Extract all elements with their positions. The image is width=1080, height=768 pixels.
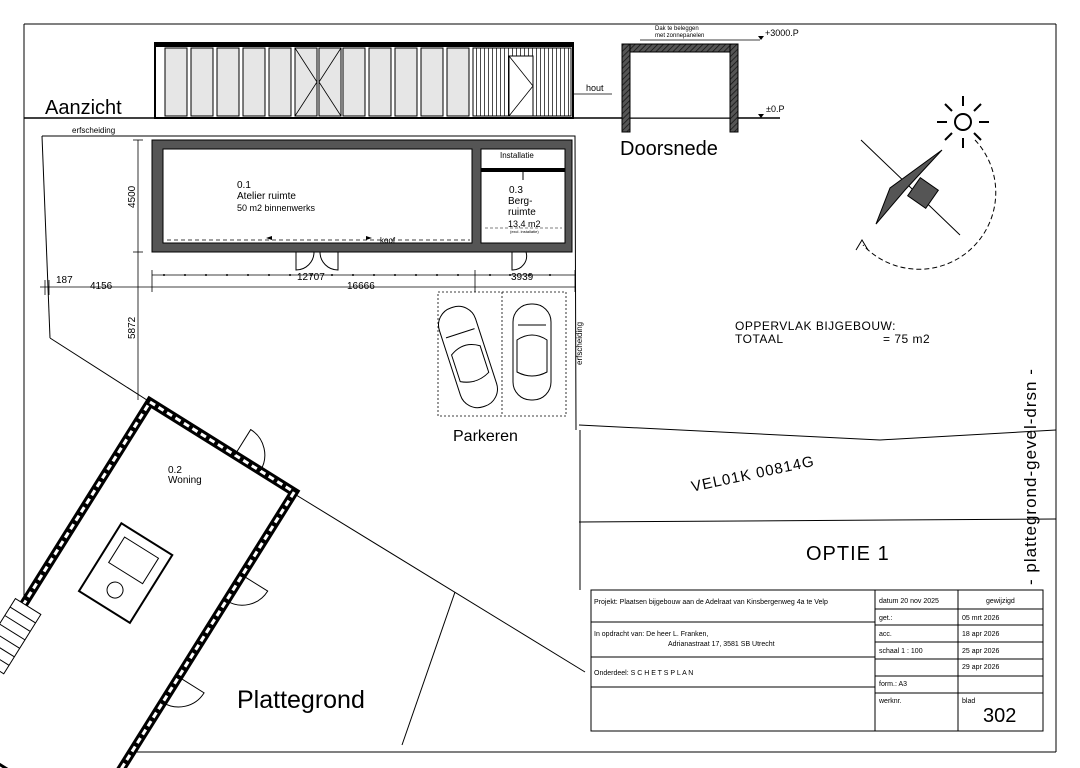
- tb-rev-4: 29 apr 2026: [962, 664, 1000, 671]
- tb-client-1: In opdracht van: De heer L. Franken,: [594, 631, 709, 638]
- annex-plan: [40, 140, 575, 400]
- option-label: OPTIE 1: [806, 543, 890, 565]
- elevation-title: Aanzicht: [45, 97, 122, 119]
- installatie-label: Installatie: [500, 151, 534, 160]
- berg-name-1: Berg-: [508, 196, 533, 207]
- tb-werknr: werknr.: [879, 698, 902, 705]
- dimension-3939: 3939: [511, 272, 534, 283]
- level-top-label: +3000.P: [765, 28, 799, 38]
- berg-name-2: ruimte: [508, 207, 536, 218]
- tb-blad-number: 302: [983, 705, 1017, 727]
- dimension-4500: 4500: [127, 185, 138, 208]
- dimension-12707: 12707: [297, 272, 325, 283]
- atelier-area: 50 m2 binnenwerks: [237, 203, 316, 213]
- orientation-sun-symbol: [856, 96, 996, 269]
- section-title: Doorsnede: [620, 138, 718, 160]
- level-zero-label: ±0.P: [766, 104, 785, 114]
- erfscheiding-side-label: erfscheiding: [575, 321, 584, 365]
- material-label-hout: hout: [586, 83, 604, 93]
- tb-gewijzigd: gewijzigd: [986, 598, 1015, 605]
- tb-rev-1: 05 mrt 2026: [962, 615, 1000, 622]
- woning-name: Woning: [168, 475, 202, 486]
- plan-title: Plattegrond: [237, 686, 365, 714]
- parcel-number: VEL01K 00814G: [689, 452, 817, 496]
- tb-schaal: schaal 1 : 100: [879, 648, 923, 655]
- parking-title: Parkeren: [453, 428, 518, 445]
- roof-note-line1: Dak te beleggen: [655, 26, 699, 32]
- koof-label: koof: [380, 236, 396, 245]
- tb-client-2: Adrianastraat 17, 3581 SB Utrecht: [668, 641, 775, 648]
- area-heading: OPPERVLAK BIJGEBOUW:: [735, 319, 896, 333]
- tb-rev-2: 18 apr 2026: [962, 631, 1000, 638]
- atelier-number: 0.1: [237, 180, 251, 191]
- area-total-label: TOTAAL: [735, 332, 784, 346]
- section-view: [622, 36, 764, 132]
- tb-rev-3: 25 apr 2026: [962, 648, 1000, 655]
- tb-datum: datum 20 nov 2025: [879, 598, 939, 605]
- dimension-16666: 16666: [347, 281, 375, 292]
- tb-form: form.: A3: [879, 681, 908, 688]
- tb-project: Projekt: Plaatsen bijgebouw aan de Adelraat van Kinsbergenweg 4a te Velp: [594, 599, 828, 606]
- berg-area: 13,4 m2: [508, 219, 541, 229]
- title-block: [591, 590, 1043, 731]
- sheet-side-title: - plattegrond-gevel-drsn -: [1021, 368, 1040, 585]
- tb-acc: acc.: [879, 631, 892, 638]
- roof-note-line2: met zonnepanelen: [655, 33, 705, 39]
- area-total-value: = 75 m2: [883, 332, 931, 346]
- parking-area: [434, 292, 566, 416]
- woning-number: 0.2: [168, 465, 182, 476]
- tb-onderdeel: Onderdeel: S C H E T S P L A N: [594, 670, 694, 677]
- erfscheiding-top-label: erfscheiding: [72, 126, 116, 135]
- dimension-187: 187: [56, 275, 73, 286]
- atelier-name: Atelier ruimte: [237, 191, 296, 202]
- tb-blad: blad: [962, 698, 976, 705]
- dimension-5872: 5872: [127, 316, 138, 339]
- dimension-4156: 4156: [90, 281, 113, 292]
- tb-get: get.:: [879, 615, 893, 622]
- berg-sub-note: (excl. installatie): [510, 229, 539, 234]
- berg-number: 0.3: [509, 185, 523, 196]
